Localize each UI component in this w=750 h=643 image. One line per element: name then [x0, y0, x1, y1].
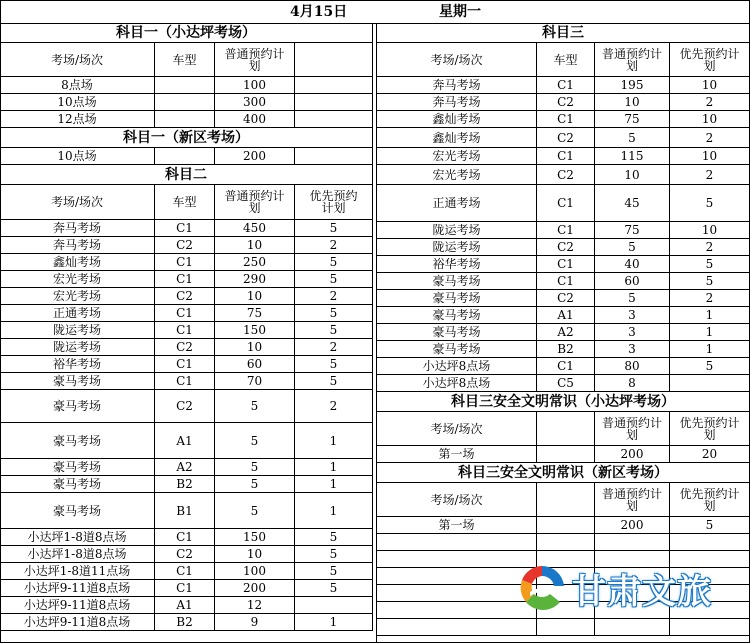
column-header: 考场/场次 — [377, 412, 537, 446]
table-cell: C1 — [155, 322, 215, 339]
table-cell: 1 — [670, 324, 750, 341]
table-cell — [155, 77, 215, 94]
table-cell: 5 — [215, 476, 295, 493]
table-cell: 1 — [295, 476, 373, 493]
table-cell: 1 — [670, 341, 750, 358]
table-cell: 8 — [595, 375, 670, 392]
table-cell: 400 — [215, 111, 295, 128]
table-cell — [537, 446, 595, 463]
table-cell: C1 — [537, 77, 595, 94]
table-cell: 陇运考场 — [377, 239, 537, 256]
table-cell: 45 — [595, 185, 670, 222]
table-cell: C1 — [537, 185, 595, 222]
table-cell: 5 — [295, 546, 373, 563]
table-cell: 2 — [670, 94, 750, 111]
table-cell-empty — [537, 619, 595, 636]
table-cell: C1 — [155, 580, 215, 597]
table-cell: 2 — [670, 290, 750, 307]
table-cell: 第一场 — [377, 517, 537, 534]
table-cell: 2 — [295, 288, 373, 305]
table-cell: 5 — [295, 356, 373, 373]
table-cell: 115 — [595, 148, 670, 165]
table-cell: 小达坪8点场 — [377, 358, 537, 375]
table-cell: 12 — [215, 597, 295, 614]
table-cell-empty — [537, 534, 595, 551]
table-cell: C2 — [537, 128, 595, 148]
table-cell: C1 — [155, 220, 215, 237]
column-header: 优先预约计 划 — [670, 483, 750, 517]
table-cell: 40 — [595, 256, 670, 273]
table-cell: 60 — [215, 356, 295, 373]
table-cell: A1 — [537, 307, 595, 324]
table-cell: 195 — [595, 77, 670, 94]
table-cell: 10 — [670, 222, 750, 239]
table-cell: 5 — [295, 580, 373, 597]
table-cell: 5 — [295, 373, 373, 390]
table-cell: 豪马考场 — [0, 493, 155, 529]
column-header: 普通预约计 划 — [595, 43, 670, 77]
table-cell: 奔马考场 — [0, 220, 155, 237]
table-cell: 100 — [215, 77, 295, 94]
table-cell: C1 — [155, 563, 215, 580]
table-cell: 5 — [215, 459, 295, 476]
table-cell: C2 — [537, 290, 595, 307]
table-cell: 5 — [295, 220, 373, 237]
table-cell: 5 — [670, 185, 750, 222]
table-cell: C1 — [537, 358, 595, 375]
table-cell: 1 — [295, 423, 373, 459]
table-cell-empty — [670, 619, 750, 636]
table-cell: 5 — [595, 239, 670, 256]
table-cell: 10 — [670, 111, 750, 128]
column-header: 车型 — [537, 43, 595, 77]
table-cell: B1 — [155, 493, 215, 529]
table-cell — [155, 111, 215, 128]
table-cell: 正通考场 — [0, 305, 155, 322]
table-cell: 450 — [215, 220, 295, 237]
section-title-s1-xiaodaping: 科目一（小达坪考场） — [0, 24, 373, 43]
table-cell-empty — [295, 148, 373, 165]
table-cell: 10 — [215, 339, 295, 356]
table-cell: A2 — [537, 324, 595, 341]
column-header: 优先预约计 划 — [670, 412, 750, 446]
watermark-logo — [516, 560, 746, 616]
table-cell: 80 — [595, 358, 670, 375]
column-header: 优先预约 计划 — [295, 185, 373, 220]
table-cell: 200 — [595, 446, 670, 463]
table-cell: 2 — [295, 237, 373, 254]
column-header-empty — [295, 43, 373, 77]
column-header: 普通预约计 划 — [595, 483, 670, 517]
column-header: 车型 — [155, 185, 215, 220]
table-cell: 奔马考场 — [0, 237, 155, 254]
table-cell: 裕华考场 — [377, 256, 537, 273]
date-label: 4月15日 — [0, 0, 750, 24]
table-cell: 豪马考场 — [0, 390, 155, 423]
table-cell: 75 — [595, 111, 670, 128]
table-cell: C1 — [155, 305, 215, 322]
table-cell: A1 — [155, 597, 215, 614]
table-cell-empty — [377, 568, 537, 585]
table-cell: C2 — [155, 288, 215, 305]
table-cell: 75 — [595, 222, 670, 239]
column-header: 普通预约计 划 — [215, 43, 295, 77]
table-cell: 12点场 — [0, 111, 155, 128]
table-cell: 陇运考场 — [0, 339, 155, 356]
table-cell — [537, 517, 595, 534]
column-header: 考场/场次 — [377, 483, 537, 517]
column-header: 车型 — [155, 43, 215, 77]
table-cell-empty — [595, 534, 670, 551]
table-cell: 1 — [295, 493, 373, 529]
table-cell: 10点场 — [0, 94, 155, 111]
table-cell: 豪马考场 — [377, 324, 537, 341]
table-cell-empty — [377, 551, 537, 568]
table-cell: C1 — [155, 529, 215, 546]
table-cell: C2 — [537, 165, 595, 185]
section-title-s1-xinqu: 科目一（新区考场） — [0, 128, 373, 148]
table-cell: 豪马考场 — [377, 307, 537, 324]
table-cell: C2 — [155, 546, 215, 563]
table-cell-empty — [377, 602, 537, 619]
table-cell: 10 — [595, 165, 670, 185]
section-title-s3b: 科目三安全文明常识（新区考场） — [377, 463, 750, 483]
table-cell: 3 — [595, 341, 670, 358]
table-cell: 小达坪8点场 — [377, 375, 537, 392]
table-cell: 150 — [215, 529, 295, 546]
table-cell: 鑫灿考场 — [377, 128, 537, 148]
table-cell: C1 — [155, 373, 215, 390]
column-header: 考场/场次 — [0, 185, 155, 220]
table-cell: 10 — [670, 148, 750, 165]
table-cell: 8点场 — [0, 77, 155, 94]
table-cell: 5 — [295, 271, 373, 288]
table-cell: C5 — [537, 375, 595, 392]
table-cell-empty — [377, 619, 537, 636]
table-cell: 150 — [215, 322, 295, 339]
table-cell: 鑫灿考场 — [0, 254, 155, 271]
table-cell: 100 — [215, 563, 295, 580]
table-cell: 豪马考场 — [0, 476, 155, 493]
table-cell: 裕华考场 — [0, 356, 155, 373]
table-cell: 5 — [595, 128, 670, 148]
table-cell: B2 — [155, 614, 215, 631]
table-cell: 5 — [670, 517, 750, 534]
table-cell-empty — [595, 619, 670, 636]
column-header: 考场/场次 — [377, 43, 537, 77]
table-cell: 5 — [295, 305, 373, 322]
table-cell: 豪马考场 — [0, 423, 155, 459]
table-cell: A1 — [155, 423, 215, 459]
table-cell: C1 — [537, 273, 595, 290]
table-cell: 2 — [670, 128, 750, 148]
table-cell — [295, 597, 373, 614]
table-cell-empty — [295, 94, 373, 111]
table-cell: 5 — [215, 493, 295, 529]
table-cell — [155, 94, 215, 111]
table-cell: C1 — [155, 271, 215, 288]
table-cell: 宏光考场 — [0, 271, 155, 288]
table-cell — [670, 375, 750, 392]
table-cell: 宏光考场 — [377, 148, 537, 165]
table-cell: 200 — [215, 148, 295, 165]
table-cell: 10 — [215, 288, 295, 305]
column-header — [537, 412, 595, 446]
table-cell: 9 — [215, 614, 295, 631]
table-cell: 宏光考场 — [0, 288, 155, 305]
table-cell: 2 — [670, 165, 750, 185]
table-cell: 5 — [215, 423, 295, 459]
table-cell-empty — [670, 534, 750, 551]
table-cell: 290 — [215, 271, 295, 288]
table-cell: 第一场 — [377, 446, 537, 463]
table-cell: 5 — [670, 358, 750, 375]
table-cell: 小达坪1-8道8点场 — [0, 529, 155, 546]
table-cell: 60 — [595, 273, 670, 290]
table-cell: 2 — [295, 339, 373, 356]
weekday-label: 星期一 — [439, 4, 481, 20]
watermark-text: 甘肃文旅 — [572, 571, 712, 612]
table-cell-empty — [377, 534, 537, 551]
table-cell: 300 — [215, 94, 295, 111]
table-cell: 陇运考场 — [377, 222, 537, 239]
table-cell-empty — [377, 585, 537, 602]
table-cell: 2 — [670, 239, 750, 256]
table-cell: B2 — [155, 476, 215, 493]
table-cell: 豪马考场 — [377, 341, 537, 358]
table-cell: 10 — [595, 94, 670, 111]
table-cell: 奔马考场 — [377, 94, 537, 111]
table-cell: 豪马考场 — [377, 290, 537, 307]
column-header — [537, 483, 595, 517]
table-cell: 正通考场 — [377, 185, 537, 222]
table-cell: 5 — [215, 390, 295, 423]
table-cell: 10 — [215, 546, 295, 563]
table-cell: 小达坪9-11道8点场 — [0, 580, 155, 597]
table-cell: 1 — [295, 459, 373, 476]
table-cell: 200 — [595, 517, 670, 534]
table-cell: C1 — [537, 222, 595, 239]
table-cell: 70 — [215, 373, 295, 390]
table-cell: 5 — [595, 290, 670, 307]
table-cell: 10点场 — [0, 148, 155, 165]
table-cell: 10 — [215, 237, 295, 254]
table-cell: 20 — [670, 446, 750, 463]
table-cell: C2 — [155, 237, 215, 254]
table-cell — [155, 148, 215, 165]
column-header: 考场/场次 — [0, 43, 155, 77]
column-header: 普通预约计 划 — [215, 185, 295, 220]
table-cell: 小达坪1-8道11点场 — [0, 563, 155, 580]
column-header: 优先预约计 划 — [670, 43, 750, 77]
table-cell: 5 — [295, 563, 373, 580]
table-cell: 3 — [595, 307, 670, 324]
table-cell: 3 — [595, 324, 670, 341]
table-cell: 250 — [215, 254, 295, 271]
section-title-s2: 科目二 — [0, 165, 373, 185]
table-cell: C1 — [155, 254, 215, 271]
table-cell: 豪马考场 — [0, 373, 155, 390]
table-cell: 1 — [295, 614, 373, 631]
table-cell: 宏光考场 — [377, 165, 537, 185]
table-cell: C2 — [537, 94, 595, 111]
table-cell: 豪马考场 — [377, 273, 537, 290]
table-cell: C1 — [537, 256, 595, 273]
table-cell: 2 — [295, 390, 373, 423]
section-title-s3: 科目三 — [377, 24, 750, 43]
table-cell: 奔马考场 — [377, 77, 537, 94]
section-title-s3a: 科目三安全文明常识（小达坪考场） — [377, 392, 750, 412]
table-cell: 鑫灿考场 — [377, 111, 537, 128]
table-cell: 5 — [295, 322, 373, 339]
table-cell: 5 — [295, 529, 373, 546]
table-cell: 5 — [670, 256, 750, 273]
table-cell: 5 — [295, 254, 373, 271]
gansu-wenlv-logo-icon — [516, 562, 568, 614]
table-cell: A2 — [155, 459, 215, 476]
table-cell: 10 — [670, 77, 750, 94]
table-cell-empty — [295, 111, 373, 128]
table-cell: 5 — [670, 273, 750, 290]
table-cell: C1 — [537, 111, 595, 128]
table-cell: 1 — [670, 307, 750, 324]
table-cell: 陇运考场 — [0, 322, 155, 339]
table-cell-empty — [295, 77, 373, 94]
table-cell: 小达坪9-11道8点场 — [0, 597, 155, 614]
table-cell: C2 — [537, 239, 595, 256]
table-cell: C1 — [537, 148, 595, 165]
table-cell: 豪马考场 — [0, 459, 155, 476]
table-cell: C2 — [155, 339, 215, 356]
table-cell: C2 — [155, 390, 215, 423]
table-cell: C1 — [155, 356, 215, 373]
table-cell: 小达坪9-11道8点场 — [0, 614, 155, 631]
column-header: 普通预约计 划 — [595, 412, 670, 446]
table-cell: B2 — [537, 341, 595, 358]
table-cell: 75 — [215, 305, 295, 322]
table-cell: 200 — [215, 580, 295, 597]
table-cell: 小达坪1-8道8点场 — [0, 546, 155, 563]
